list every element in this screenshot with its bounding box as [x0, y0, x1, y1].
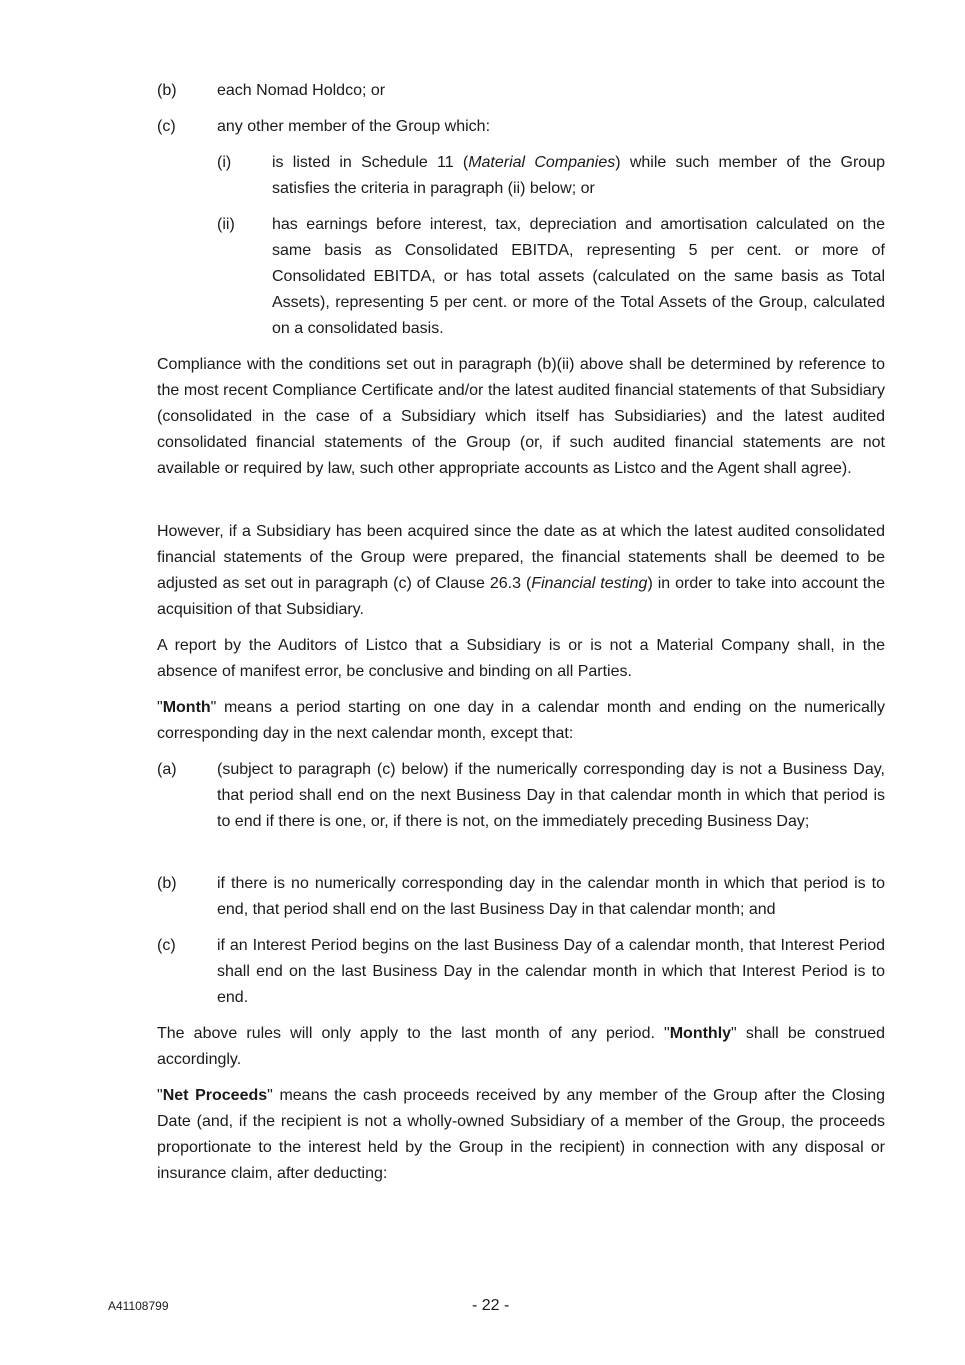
list-label-b: (b): [157, 82, 177, 99]
month-label-b: (b): [157, 875, 177, 892]
month-item-a-text: (subject to paragraph (c) below) if the numerically corresponding day is not a Business Day, that period shall end on the next Business Day in that calendar month in which that period is to end if there is one, or, if there is not, on the immediately preceding Business Day;: [217, 761, 885, 830]
net-proceeds-definition: "Net Proceeds" means the cash proceeds received by any member of the Group after the Closing Date (and, if the recipient is not a wholly-owned Subsidiary of a member of the Group, the proceeds proportionate to the interest held by the Group in the recipient) in connection with any disposal or insurance claim, after deducting:: [157, 1087, 885, 1182]
sublist-item-ii-text: has earnings before interest, tax, depreciation and amortisation calculated on the same basis as Consolidated EBITDA, representing 5 per cent. or more of Consolidated EBITDA, or has total assets (calculated on the same basis as Total Assets), representing 5 per cent. or more of the Total Assets of the Group, calculated on a consolidated basis.: [272, 216, 885, 337]
defined-term-net-proceeds: Net Proceeds: [162, 1087, 268, 1104]
page-number: - 22 -: [472, 1297, 510, 1314]
rules-paragraph: The above rules will only apply to the last month of any period. "Monthly" shall be construed accordingly.: [157, 1025, 886, 1068]
month-item-c-text: if an Interest Period begins on the last Business Day of a calendar month, that Interest Period shall end on the last Business Day in the calendar month in which that Interest Period is to end.: [217, 937, 885, 1006]
list-item-c-text: any other member of the Group which:: [217, 118, 491, 135]
defined-term-month: Month: [162, 699, 211, 716]
however-paragraph: However, if a Subsidiary has been acquired since the date as at which the latest audited consolidated financial statements of the Group were prepared, the financial statements shall be deemed to be adjusted as set out in paragraph (c) of Clause 26.3 (Financial testing) in order to take into account the acquisition of that Subsidiary.: [157, 523, 885, 618]
italic-term: Financial testing: [531, 575, 648, 592]
compliance-paragraph: Compliance with the conditions set out in paragraph (b)(ii) above shall be determined by reference to the most recent Compliance Certificate and/or the latest audited financial statements of that Subsidiary (consolidated in the case of a Subsidiary which itself has Subsidiaries) and the latest audited consolidated financial statements of the Group (or, if such audited financial statements are not available or required by law, such other appropriate accounts as Listco and the Agent shall agree).: [157, 356, 885, 477]
sublist-item-i-text: is listed in Schedule 11 (Material Companies) while such member of the Group satisfies the criteria in paragraph (ii) below; or: [272, 154, 885, 197]
month-label-c: (c): [157, 937, 176, 954]
month-item-b-text: if there is no numerically corresponding day in the calendar month in which that period is to end, that period shall end on the last Business Day in that calendar month; and: [217, 875, 885, 918]
document-reference: A41108799: [108, 1299, 169, 1313]
defined-term-monthly: Monthly: [669, 1025, 732, 1042]
report-paragraph: A report by the Auditors of Listco that a Subsidiary is or is not a Material Company shall, in the absence of manifest error, be conclusive and binding on all Parties.: [157, 637, 885, 680]
list-label-c: (c): [157, 118, 176, 135]
month-label-a: (a): [157, 761, 177, 778]
list-item-b-text: each Nomad Holdco; or: [217, 82, 386, 99]
month-definition: "Month" means a period starting on one day in a calendar month and ending on the numerically corresponding day in the next calendar month, except that:: [157, 699, 885, 742]
italic-term: Material Companies: [468, 154, 616, 171]
sublist-label-ii: (ii): [217, 216, 235, 233]
sublist-label-i: (i): [217, 154, 232, 171]
